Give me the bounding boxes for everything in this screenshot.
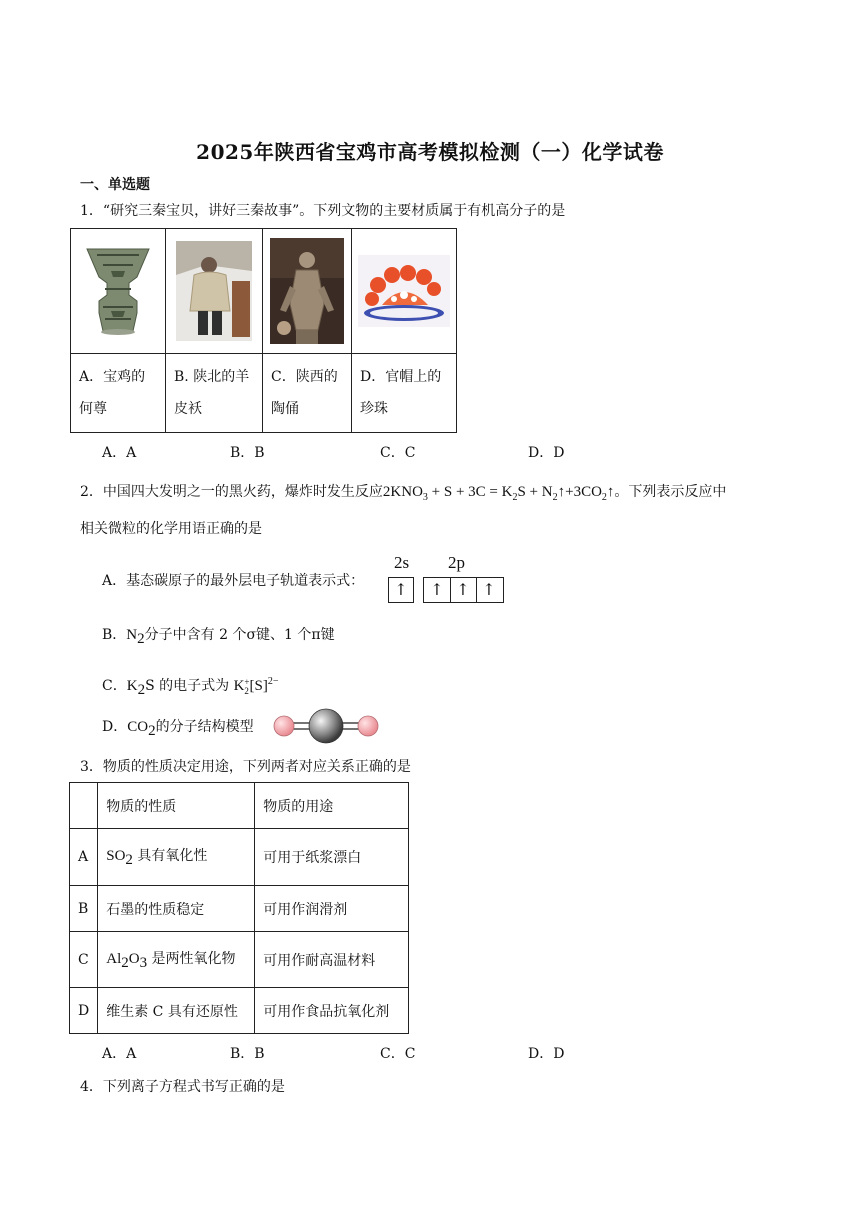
orbital-diagram	[388, 553, 508, 605]
q1-label-d: D．官帽上的珍珠	[352, 354, 457, 433]
carbon-atom	[309, 709, 343, 743]
oxygen-atom-left	[274, 716, 294, 736]
table-row	[70, 829, 409, 886]
q1-options	[102, 442, 802, 462]
co2-ball-stick-model	[270, 706, 382, 746]
q1-option-b[interactable]: B．B	[230, 445, 265, 461]
bronze-zun-image	[83, 243, 153, 339]
row-property: 石墨的性质稳定	[98, 886, 255, 932]
row-use: 可用于纸浆漂白	[255, 829, 409, 886]
table-row	[70, 886, 409, 932]
q1-stem: 1．“研究三秦宝贝，讲好三秦故事”。下列文物的主要材质属于有机高分子的是	[80, 203, 566, 219]
reaction-equation: $2KNO_3 + S + 3C = K_2S$ + $N_2↑+3CO_2↑$	[382, 484, 615, 503]
q3-option-b[interactable]: B．B	[230, 1046, 265, 1062]
q3-option-d[interactable]: D．D	[528, 1046, 565, 1062]
row-key: B	[70, 886, 98, 932]
row-property: $SO_2$ 具有氧化性	[98, 829, 255, 886]
oxygen-atom-right	[358, 716, 378, 736]
row-use: 可用作食品抗氧化剂	[255, 988, 409, 1034]
row-property: $Al_2O_3$ 是两性氧化物	[98, 932, 255, 988]
q2-stem-line1	[80, 481, 726, 509]
q1-label-a: A．宝鸡的何尊	[71, 354, 166, 433]
q1-image-cell-c	[263, 229, 352, 354]
page-title: 2025年陕西省宝鸡市高考模拟检测（一）化学试卷	[196, 140, 664, 164]
q1-image-cell-a	[71, 229, 166, 354]
q3-option-c[interactable]: C．C	[380, 1046, 416, 1062]
sheepskin-coat-image	[176, 241, 252, 341]
q3-option-a[interactable]: A．A	[102, 1046, 137, 1062]
q1-option-d[interactable]: D．D	[528, 445, 565, 461]
pearl-hat-image	[358, 255, 450, 327]
orbital-2p-box-1: ↑	[424, 578, 451, 602]
row-key: C	[70, 932, 98, 988]
q3-stem: 3．物质的性质决定用途，下列两者对应关系正确的是	[80, 759, 411, 775]
q2-option-c[interactable]: C．$K_2S$ 的电子式为 K + 2 $[S]^{2-}$	[102, 676, 279, 698]
orbital-2p-boxes	[423, 577, 504, 603]
q2-stem-suffix: 。下列表示反应中	[614, 484, 727, 500]
q1-label-b: B. 陕北的羊皮袄	[166, 354, 263, 433]
row-use: 可用作润滑剂	[255, 886, 409, 932]
q3-header-blank	[70, 783, 98, 829]
orbital-2s-label: 2s	[394, 553, 410, 572]
table-row	[70, 988, 409, 1034]
terracotta-warrior-image	[270, 238, 344, 344]
q1-label-c: C．陕西的陶俑	[263, 354, 352, 433]
q1-option-a[interactable]: A．A	[102, 445, 137, 461]
table-row	[70, 932, 409, 988]
q1-option-c[interactable]: C．C	[380, 445, 416, 461]
row-key: D	[70, 988, 98, 1034]
q3-header-row	[70, 783, 409, 829]
orbital-2p-label: 2p	[448, 553, 465, 572]
section-heading: 一、单选题	[80, 177, 150, 193]
q3-header-property: 物质的性质	[98, 783, 255, 829]
q2-option-a[interactable]: A．基态碳原子的最外层电子轨道表示式：	[102, 573, 365, 589]
row-use: 可用作耐高温材料	[255, 932, 409, 988]
orbital-2s-box: ↑	[388, 577, 414, 603]
q3-header-use: 物质的用途	[255, 783, 409, 829]
q2-stem-line2: 相关微粒的化学用语正确的是	[80, 521, 262, 537]
q1-artifact-table	[70, 228, 457, 433]
orbital-2p-box-3: ↑	[482, 580, 496, 599]
orbital-2p-box-2: ↑	[450, 578, 477, 602]
row-key: A	[70, 829, 98, 886]
q3-options	[102, 1043, 802, 1063]
q4-stem: 4．下列离子方程式书写正确的是	[80, 1079, 285, 1095]
row-property: 维生素 C 具有还原性	[98, 988, 255, 1034]
q3-property-table	[69, 782, 409, 1034]
q2-stem-prefix: 2．中国四大发明之一的黑火药，爆炸时发生反应	[80, 484, 383, 500]
q1-image-cell-d	[352, 229, 457, 354]
electron-formula: K + 2 $[S]^{2-}$	[233, 676, 279, 696]
q1-image-cell-b	[166, 229, 263, 354]
q2-option-b[interactable]: B．$N_2$分子中含有 2 个σ键、1 个π键	[102, 627, 335, 647]
q2-option-d[interactable]: D．$CO_2$的分子结构模型	[102, 719, 254, 739]
